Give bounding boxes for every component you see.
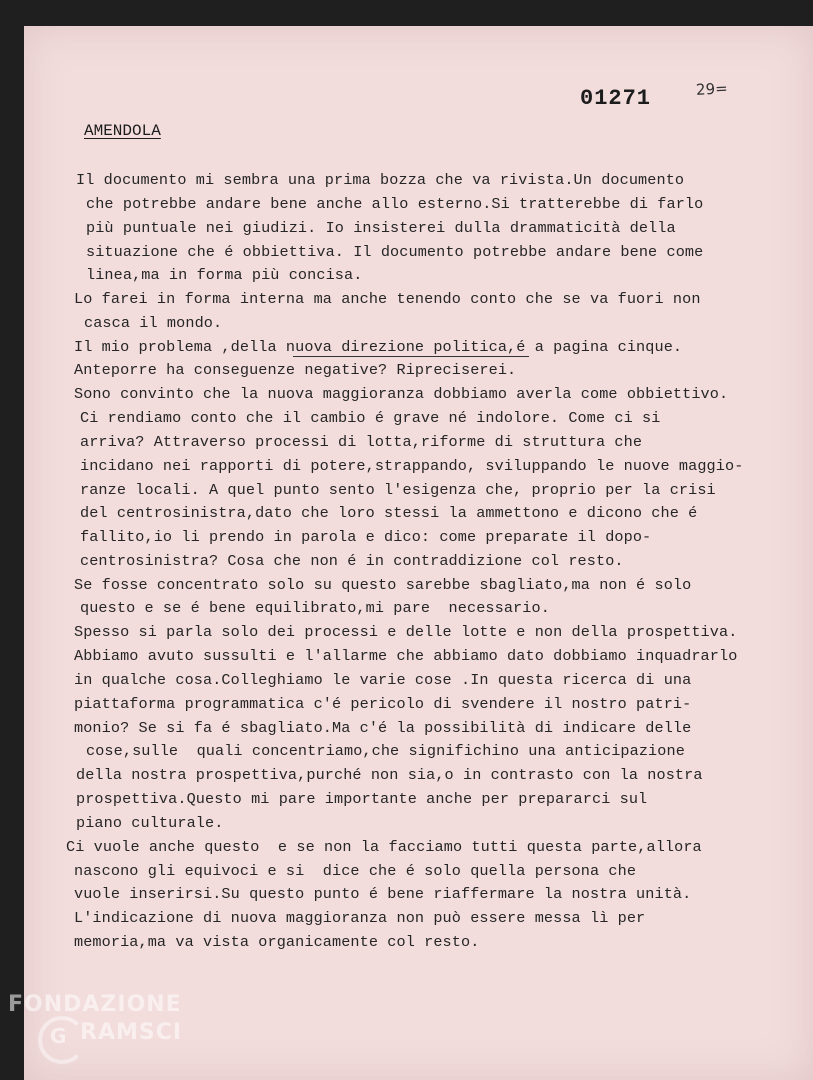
watermark-line1: FONDAZIONE xyxy=(8,992,182,1017)
text-line: arriva? Attraverso processi di lotta,riforme di struttura che xyxy=(80,433,643,451)
document-page xyxy=(24,26,813,1080)
watermark-logo-letter: G xyxy=(50,1024,68,1048)
text-line: prospettiva.Questo mi pare importante anche per prepararci sul xyxy=(76,790,648,808)
text-line: memoria,ma va vista organicamente col resto. xyxy=(74,933,480,951)
text-line: più puntuale nei giudizi. Io insisterei dulla drammaticità della xyxy=(86,219,676,237)
text-line: cose,sulle quali concentriamo,che significhino una anticipazione xyxy=(86,742,685,760)
text-line: piattaforma programmatica c'é pericolo di svendere il nostro patri- xyxy=(74,695,692,713)
text-line: ranze locali. A quel punto sento l'esigenza che, proprio per la crisi xyxy=(80,481,716,499)
text-line: fallito,io li prendo in parola e dico: come preparate il dopo- xyxy=(80,528,652,546)
text-line: situazione che é obbiettiva. Il documento potrebbe andare bene come xyxy=(86,243,704,261)
speaker-name: AMENDOLA xyxy=(84,122,161,140)
text-line: Il documento mi sembra una prima bozza che va rivista.Un documento xyxy=(76,171,685,189)
text-line: questo e se é bene equilibrato,mi pare necessario. xyxy=(80,599,550,617)
text-line: Spesso si parla solo dei processi e delle lotte e non della prospettiva. xyxy=(74,623,738,641)
text-line: centrosinistra? Cosa che non é in contraddizione col resto. xyxy=(80,552,624,570)
text-line: Se fosse concentrato solo su questo sarebbe sbagliato,ma non é solo xyxy=(74,576,692,594)
text-line: Il mio problema ,della nuova direzione politica,é a pagina cinque. xyxy=(74,338,683,356)
document-id: 01271 xyxy=(580,86,652,111)
fondazione-gramsci-watermark xyxy=(0,990,210,1080)
text-line: incidano nei rapporti di potere,strappando, sviluppando le nuove maggio- xyxy=(80,457,744,475)
text-line: Ci vuole anche questo e se non la facciamo tutti questa parte,allora xyxy=(66,838,702,856)
text-line: vuole inserirsi.Su questo punto é bene riaffermare la nostra unità. xyxy=(74,885,692,903)
text-line: monio? Se si fa é sbagliato.Ma c'é la possibilità di indicare delle xyxy=(74,719,692,737)
text-line: in qualche cosa.Colleghiamo le varie cose .In questa ricerca di una xyxy=(74,671,692,689)
text-line: piano culturale. xyxy=(76,814,224,832)
text-line: Anteporre ha conseguenze negative? Ripreciserei. xyxy=(74,361,517,379)
text-line: Sono convinto che la nuova maggioranza dobbiamo averla come obbiettivo. xyxy=(74,385,729,403)
text-line: della nostra prospettiva,purché non sia,o in contrasto con la nostra xyxy=(76,766,703,784)
text-line: Lo farei in forma interna ma anche tenendo conto che se va fuori non xyxy=(74,290,701,308)
text-line: Ci rendiamo conto che il cambio é grave né indolore. Come ci si xyxy=(80,409,661,427)
text-line: L'indicazione di nuova maggioranza non può essere messa lì per xyxy=(74,909,646,927)
text-line: linea,ma in forma più concisa. xyxy=(86,266,363,284)
page-number: 29= xyxy=(695,79,729,99)
text-line: casca il mondo. xyxy=(84,314,223,332)
text-line: che potrebbe andare bene anche allo esterno.Si tratterebbe di farlo xyxy=(86,195,704,213)
watermark-line2: RAMSCI xyxy=(80,1020,183,1045)
text-line: Abbiamo avuto sussulti e l'allarme che abbiamo dato dobbiamo inquadrarlo xyxy=(74,647,738,665)
text-line: nascono gli equivoci e si dice che é solo quella persona che xyxy=(74,862,637,880)
underline-mark xyxy=(293,356,529,357)
text-line: del centrosinistra,dato che loro stessi la ammettono e dicono che é xyxy=(80,504,698,522)
